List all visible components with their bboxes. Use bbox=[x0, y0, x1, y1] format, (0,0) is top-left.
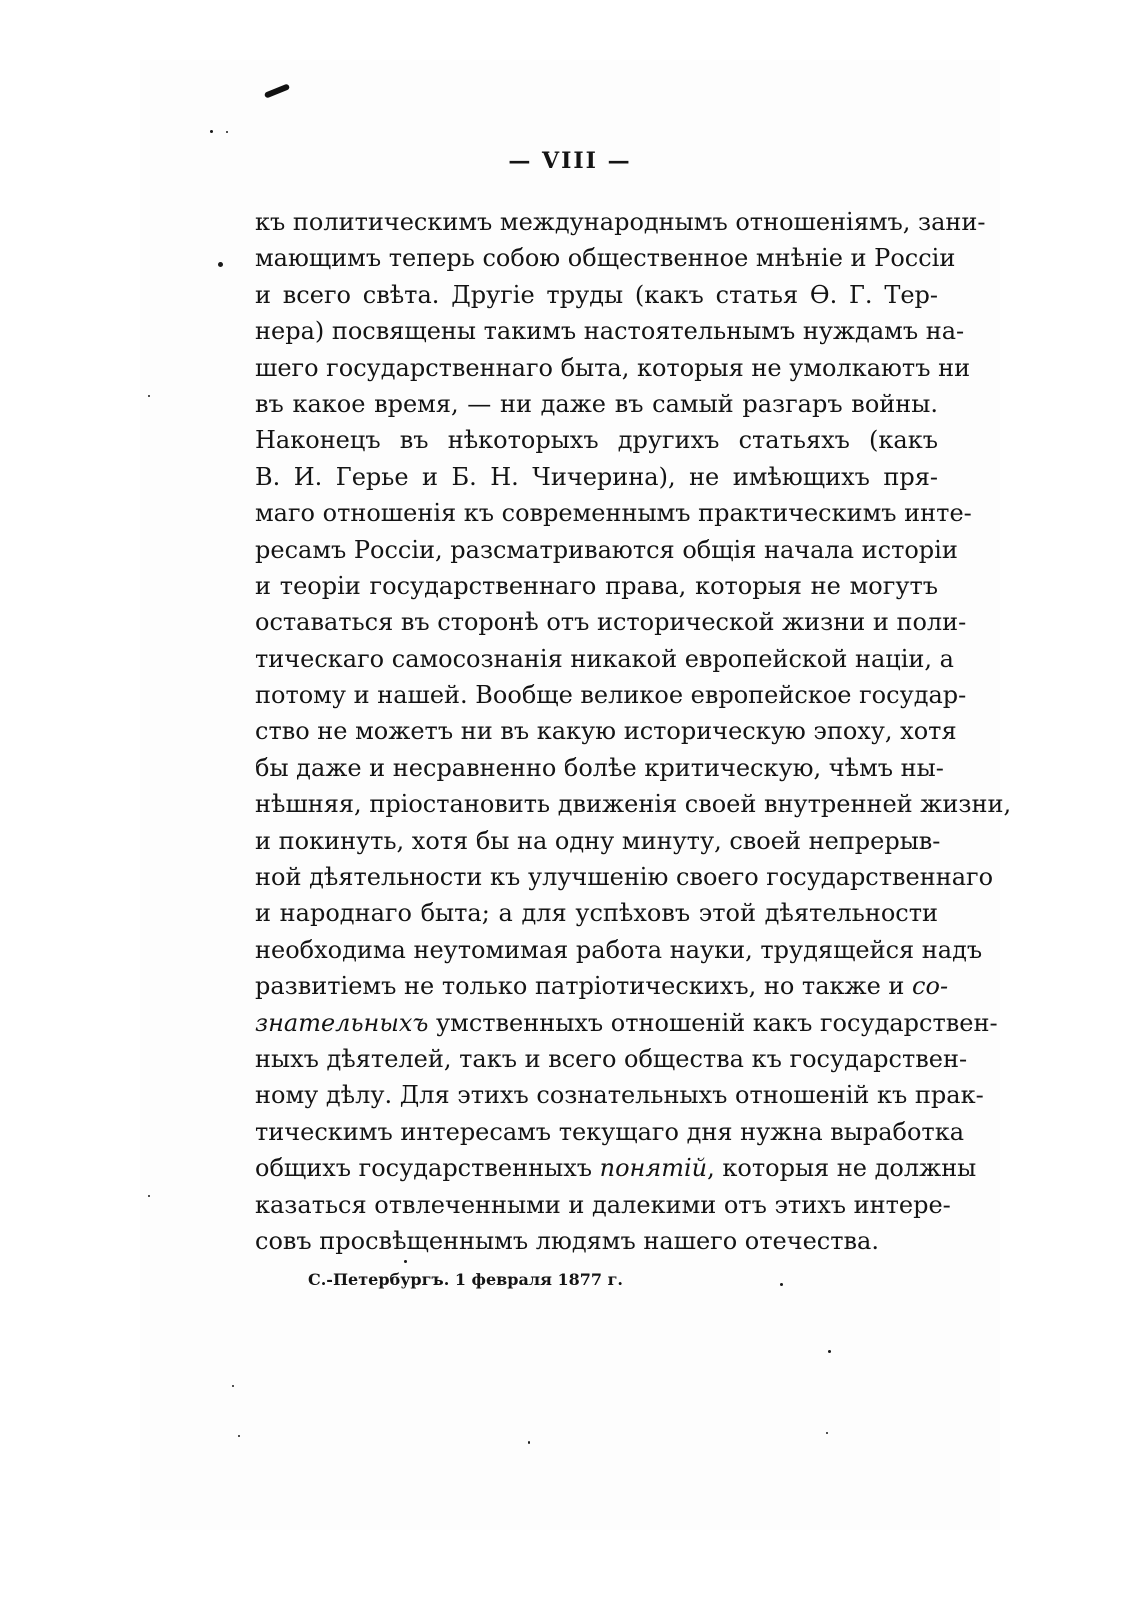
text-line: В. И. Герье и Б. Н. Чичерина), не имѣющихъ пря- bbox=[255, 462, 938, 491]
text-line: и теоріи государственнаго права, которыя не могутъ bbox=[255, 571, 938, 600]
text-segment: , которыя не должны bbox=[707, 1154, 977, 1183]
text-line bbox=[255, 1005, 998, 1041]
text-line: ной дѣятельности къ улучшенію своего государственнаго bbox=[255, 863, 994, 892]
italic-segment: знательныхъ bbox=[255, 1008, 429, 1037]
page-number: — VIII — bbox=[508, 148, 632, 174]
text-line: и всего свѣта. Другіе труды (какъ статья Ѳ. Г. Тер- bbox=[255, 280, 938, 309]
text-line: тическаго самосознанія никакой европейской націи, а bbox=[255, 644, 954, 673]
scan-speck bbox=[826, 1432, 828, 1434]
scan-speck bbox=[148, 1195, 150, 1197]
text-line: мающимъ теперь собою общественное мнѣніе и Россіи bbox=[255, 244, 956, 273]
scan-speck bbox=[148, 395, 150, 397]
text-line: и народнаго быта; а для успѣховъ этой дѣятельности bbox=[255, 899, 938, 928]
text-line: маго отношенія къ современнымъ практическимъ инте- bbox=[255, 499, 972, 528]
scan-speck bbox=[828, 1350, 831, 1353]
scan-speck bbox=[238, 1435, 240, 1437]
text-line: казаться отвлеченными и далекими отъ этихъ интере- bbox=[255, 1190, 951, 1219]
text-line: къ политическимъ международнымъ отношеніямъ, зани- bbox=[255, 208, 986, 236]
text-line: ресамъ Россіи, разсматриваются общія начала исторіи bbox=[255, 535, 958, 564]
place-date-signature: С.-Петербургъ. 1 февраля 1877 г. bbox=[308, 1270, 623, 1289]
body-text bbox=[255, 204, 1012, 1259]
text-segment: развитіемъ не только патріотическихъ, но также и bbox=[255, 972, 913, 1001]
text-line: потому и нашей. Вообще великое европейское государ- bbox=[255, 681, 967, 710]
scan-speck bbox=[528, 1441, 530, 1444]
scan-speck bbox=[210, 130, 213, 133]
text-line: ство не можетъ ни въ какую историческую эпоху, хотя bbox=[255, 717, 957, 746]
text-line: въ какое время, — ни даже въ самый разгаръ войны. bbox=[255, 389, 938, 418]
scan-speck bbox=[218, 262, 223, 267]
scan-speck bbox=[226, 131, 228, 133]
italic-segment: со- bbox=[912, 972, 949, 1001]
scan-speck bbox=[404, 1260, 407, 1263]
italic-segment: понятій bbox=[599, 1154, 708, 1183]
text-line: оставаться въ сторонѣ отъ исторической жизни и поли- bbox=[255, 608, 967, 637]
text-line bbox=[255, 1150, 977, 1186]
text-line: шего государственнаго быта, которыя не умолкаютъ ни bbox=[255, 353, 971, 382]
text-line: ныхъ дѣятелей, такъ и всего общества къ государствен- bbox=[255, 1044, 968, 1073]
text-line: совъ просвѣщеннымъ людямъ нашего отечества. bbox=[255, 1226, 879, 1255]
text-line: нера) посвящены такимъ настоятельнымъ нуждамъ на- bbox=[255, 317, 965, 346]
text-line: нѣшняя, пріостановить движенія своей внутренней жизни, bbox=[255, 790, 1012, 819]
text-line: тическимъ интересамъ текущаго дня нужна выработка bbox=[255, 1117, 965, 1146]
text-segment: умственныхъ отношеній какъ государствен- bbox=[428, 1008, 998, 1037]
text-line: бы даже и несравненно болѣе критическую, чѣмъ ны- bbox=[255, 753, 944, 782]
text-line bbox=[255, 968, 949, 1004]
text-line: ному дѣлу. Для этихъ сознательныхъ отношеній къ прак- bbox=[255, 1081, 984, 1110]
scan-speck bbox=[780, 1283, 783, 1286]
text-line: Наконецъ въ нѣкоторыхъ другихъ статьяхъ (какъ bbox=[255, 426, 938, 455]
text-line: и покинуть, хотя бы на одну минуту, своей непрерыв- bbox=[255, 826, 941, 855]
text-line: необходима неутомимая работа науки, трудящейся надъ bbox=[255, 935, 983, 964]
text-segment: общихъ государственныхъ bbox=[255, 1154, 600, 1183]
scan-speck bbox=[232, 1385, 234, 1387]
